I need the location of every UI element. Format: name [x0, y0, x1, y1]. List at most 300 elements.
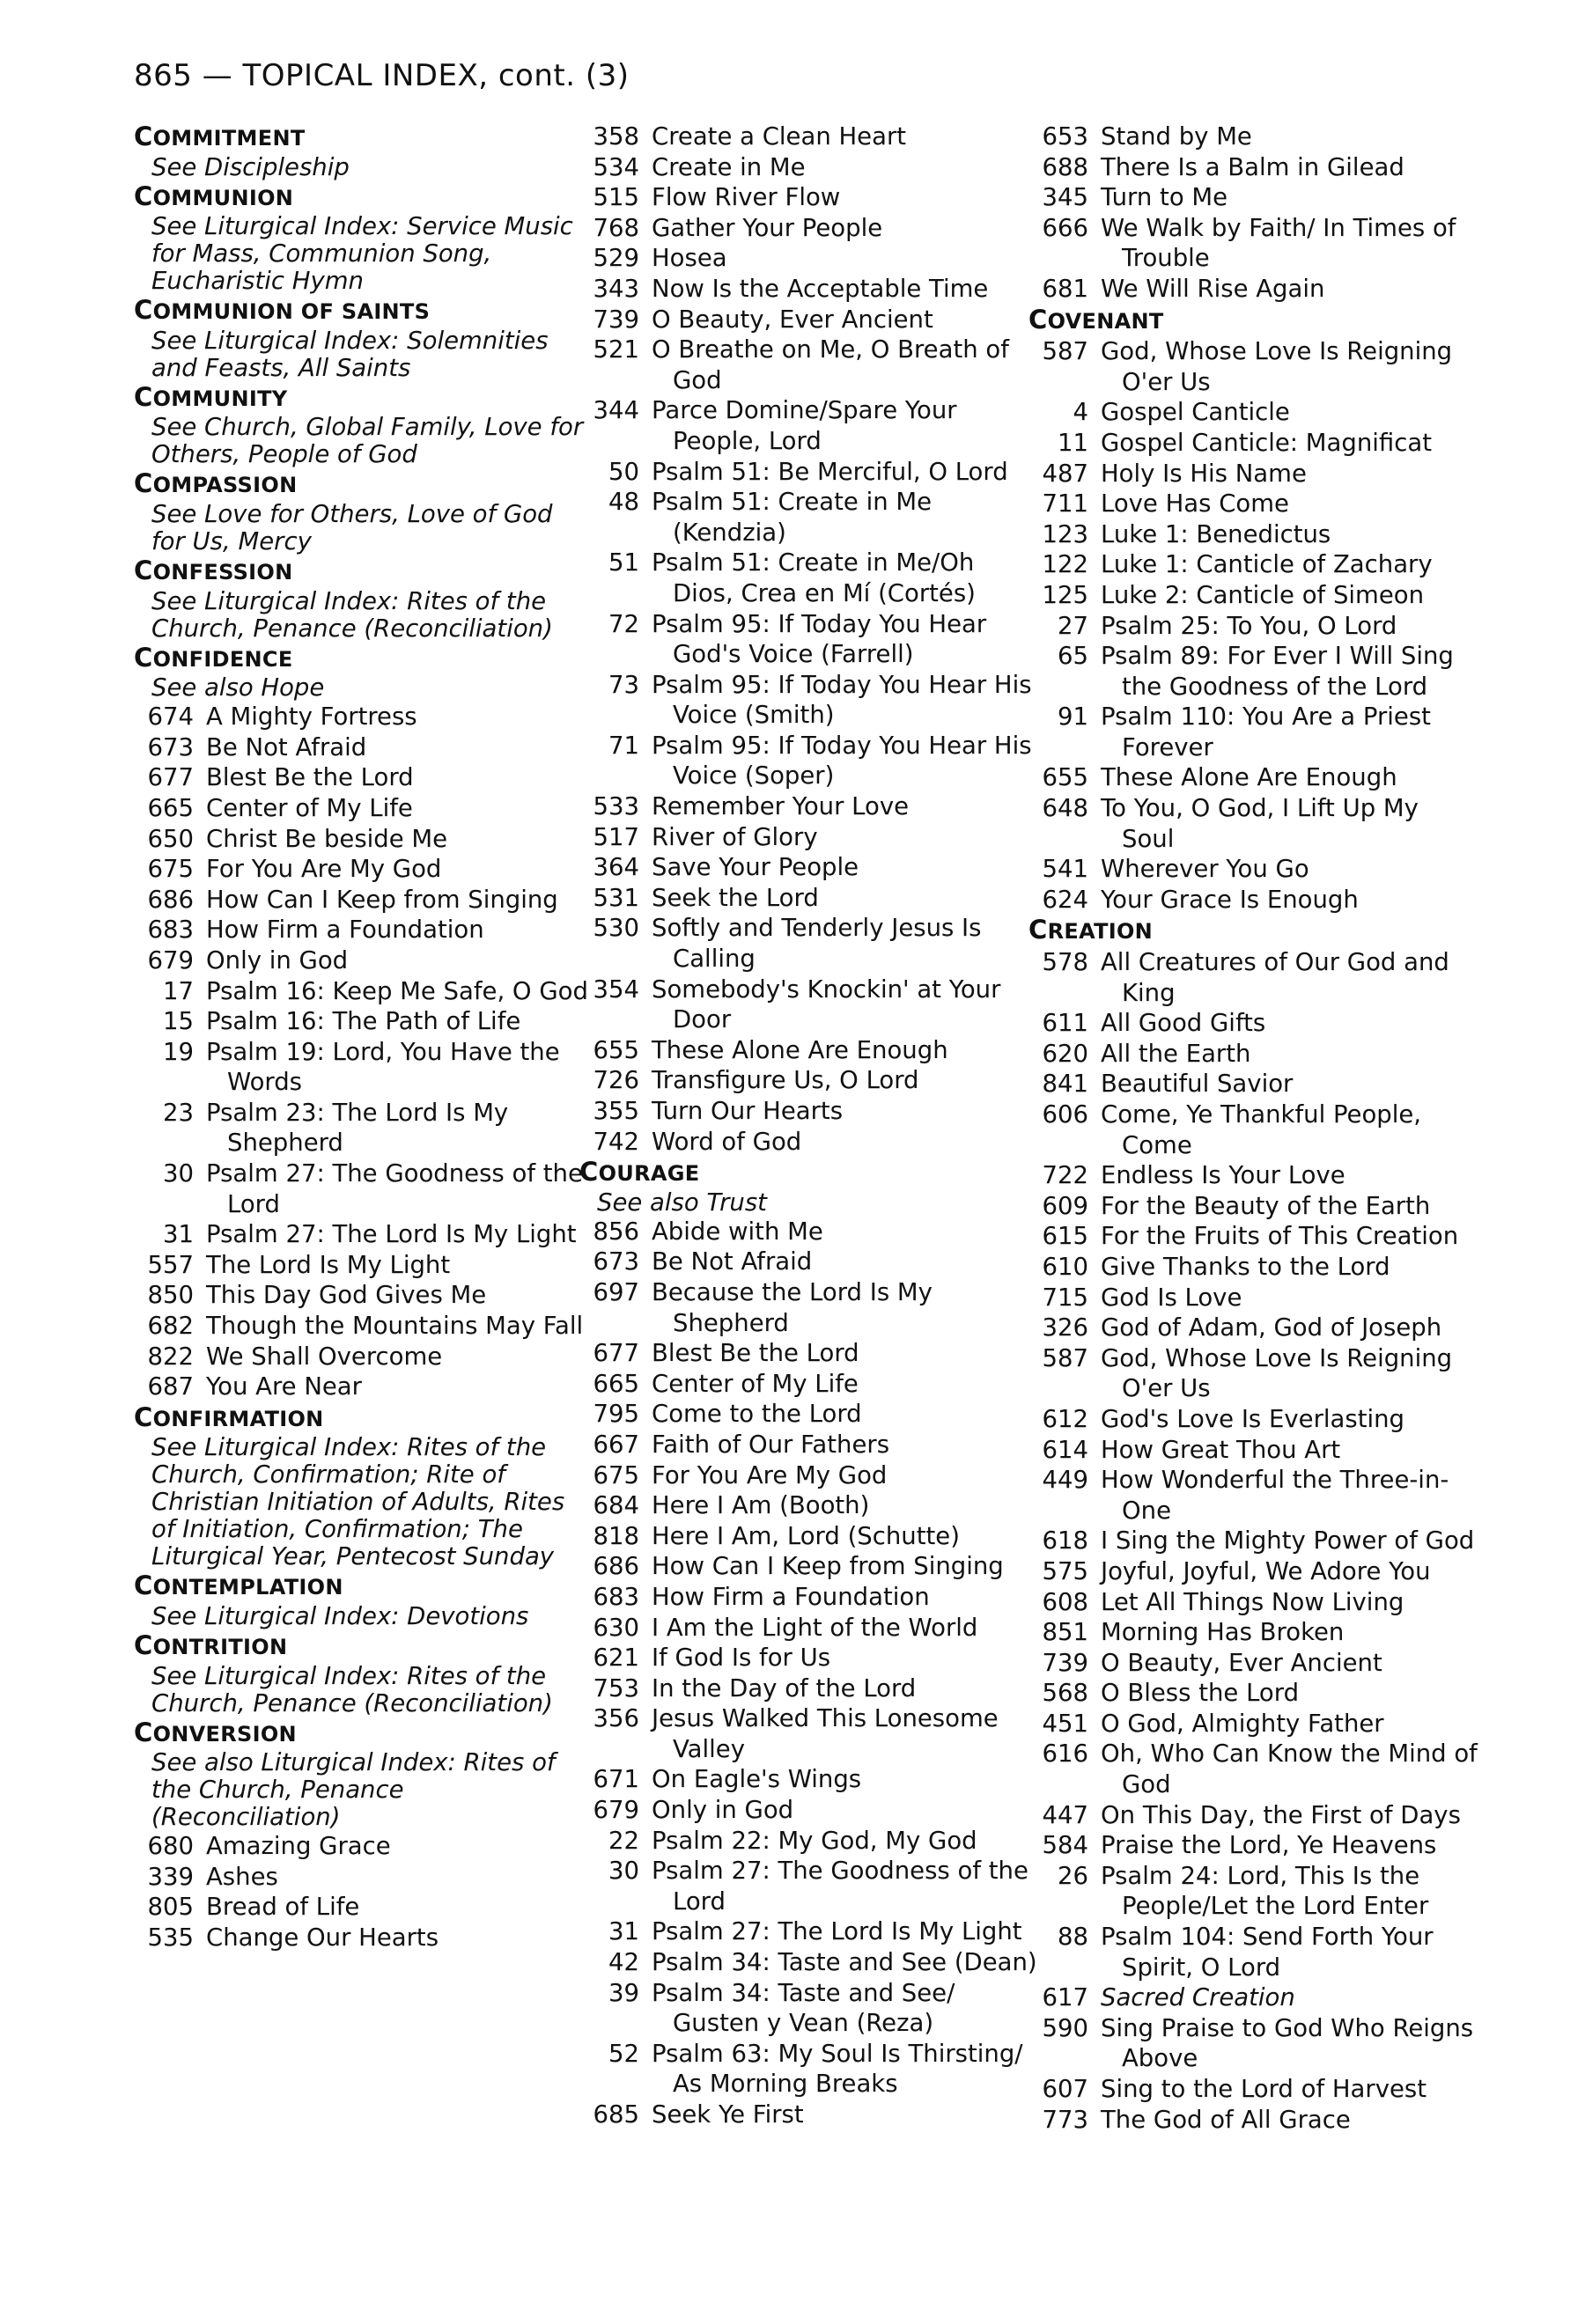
hymn-number: 655	[593, 1035, 639, 1064]
index-entry	[134, 1006, 592, 1037]
hymn-number: 575	[1042, 1556, 1088, 1585]
topic-heading: COVENANT	[1028, 304, 1164, 335]
hymn-number: 677	[593, 1339, 639, 1368]
hymn-number: 17	[163, 976, 194, 1005]
index-entry	[579, 1369, 1037, 1400]
index-entry	[579, 548, 1037, 608]
hymn-title: For the Beauty of the Earth	[1101, 1191, 1431, 1220]
hymn-title: Psalm 25: To You, O Lord	[1101, 611, 1397, 640]
cross-reference: See Liturgical Index: Rites of the Church, Confirmation; Rite of Christian Initiation of Adults, Rites of Initiation, Confirmation; The Liturgical Year, Pentecost Sunday	[151, 1433, 565, 1571]
hymn-number: 42	[608, 1948, 639, 1977]
hymn-title: We Shall Overcome	[206, 1342, 443, 1371]
hymn-number: 671	[593, 1765, 639, 1794]
topic-heading: COURAGE	[579, 1157, 700, 1188]
hymn-title: Be Not Afraid	[206, 732, 367, 761]
hymn-title: Psalm 95: If Today You Hear His Voice (Smith)	[652, 670, 1032, 730]
hymn-number: 451	[1042, 1709, 1088, 1738]
hymn-title: Remember Your Love	[652, 792, 910, 821]
hymn-number: 648	[1042, 794, 1088, 823]
hymn-number: 667	[593, 1430, 639, 1459]
hymn-title: These Alone Are Enough	[652, 1035, 948, 1064]
index-entry	[1028, 1709, 1478, 1739]
hymn-number: 655	[1042, 763, 1088, 792]
hymn-title: Joyful, Joyful, We Adore You	[1101, 1556, 1431, 1585]
hymn-title: Psalm 23: The Lord Is My Shepherd	[206, 1098, 509, 1158]
hymn-title: We Walk by Faith/ In Times of Trouble	[1101, 213, 1456, 273]
index-entry	[134, 1372, 592, 1402]
hymn-number: 681	[1042, 274, 1088, 303]
index-entry	[579, 1338, 1037, 1369]
hymn-title: We Will Rise Again	[1101, 274, 1325, 303]
hymn-number: 665	[147, 793, 194, 822]
hymn-number: 715	[1042, 1283, 1088, 1312]
hymn-number: 620	[1042, 1039, 1088, 1068]
index-entry	[134, 1342, 592, 1372]
hymn-title: Seek Ye First	[652, 2100, 804, 2129]
hymn-title: If God Is for Us	[652, 1644, 831, 1673]
hymn-number: 52	[608, 2039, 639, 2068]
hymn-title: Gospel Canticle: Magnificat	[1101, 428, 1432, 457]
hymn-title: God, Whose Love Is Reigning O'er Us	[1101, 1343, 1453, 1403]
cross-reference: See Church, Global Family, Love for Others, People of God	[151, 413, 584, 469]
hymn-number: 616	[1042, 1739, 1088, 1769]
hymn-number: 4	[1073, 398, 1088, 427]
index-entry	[579, 1551, 1037, 1582]
hymn-title: Psalm 19: Lord, You Have the Words	[206, 1037, 560, 1097]
hymn-number: 326	[1042, 1313, 1088, 1342]
hymn-title: On This Day, the First of Days	[1101, 1800, 1461, 1829]
hymn-number: 722	[1042, 1161, 1088, 1190]
index-entry	[579, 1826, 1037, 1857]
hymn-number: 673	[593, 1247, 639, 1276]
hymn-number: 51	[608, 548, 639, 577]
index-entry	[1028, 611, 1478, 642]
hymn-title: God of Adam, God of Joseph	[1101, 1313, 1442, 1342]
hymn-number: 753	[593, 1673, 639, 1703]
index-entry	[134, 1862, 592, 1893]
index-entry	[579, 1127, 1037, 1158]
hymn-title: Psalm 34: Taste and See (Dean)	[652, 1948, 1037, 1977]
index-entry	[579, 243, 1037, 274]
hymn-title: Beautiful Savior	[1101, 1070, 1294, 1099]
hymn-number: 682	[147, 1312, 194, 1341]
hymn-title: Psalm 51: Create in Me (Kendzia)	[652, 488, 933, 547]
hymn-number: 517	[593, 822, 639, 851]
hymn-number: 686	[147, 885, 194, 914]
hymn-number: 590	[1042, 2013, 1088, 2042]
index-entry	[579, 852, 1037, 883]
hymn-title: Gospel Canticle	[1101, 398, 1290, 427]
hymn-number: 31	[163, 1220, 194, 1249]
hymn-number: 822	[147, 1342, 194, 1371]
hymn-title: Here I Am (Booth)	[652, 1491, 870, 1520]
index-entry	[134, 1280, 592, 1311]
index-entry	[579, 1521, 1037, 1552]
index-entry	[579, 152, 1037, 183]
cross-reference: See Love for Others, Love of God for Us, Mercy	[151, 499, 553, 555]
hymn-title: Sing to the Lord of Harvest	[1101, 2075, 1427, 2103]
index-entry	[1028, 641, 1478, 702]
hymn-number: 364	[593, 853, 639, 882]
cross-reference: See Liturgical Index: Service Music for Mass, Communion Song, Eucharistic Hymn	[151, 212, 573, 296]
hymn-title: Luke 1: Benedictus	[1101, 519, 1331, 548]
hymn-title: Luke 2: Canticle of Simeon	[1101, 580, 1425, 609]
index-entry	[1028, 1191, 1478, 1222]
index-entry	[1028, 1283, 1478, 1313]
hymn-title: Ashes	[206, 1862, 278, 1891]
hymn-title: For You Are My God	[206, 855, 442, 884]
hymn-title: Psalm 27: The Goodness of the Lord	[652, 1857, 1028, 1916]
hymn-number: 841	[1042, 1070, 1088, 1099]
hymn-title: Amazing Grace	[206, 1832, 391, 1861]
hymn-title: Change Our Hearts	[206, 1923, 439, 1952]
hymn-title: Psalm 95: If Today You Hear God's Voice (Farrell)	[652, 609, 987, 669]
index-entry	[134, 1037, 592, 1098]
cross-reference: See Liturgical Index: Rites of the Church, Penance (Reconciliation)	[151, 586, 553, 643]
hymn-title: God, Whose Love Is Reigning O'er Us	[1101, 337, 1453, 396]
index-entry	[579, 335, 1037, 395]
hymn-title: How Firm a Foundation	[206, 916, 484, 945]
index-entry	[1028, 1861, 1478, 1922]
hymn-number: 122	[1042, 550, 1088, 579]
hymn-number: 856	[593, 1217, 639, 1246]
cross-reference: See Liturgical Index: Devotions	[151, 1602, 529, 1630]
hymn-title: Psalm 27: The Lord Is My Light	[652, 1917, 1022, 1946]
hymn-number: 26	[1058, 1861, 1088, 1890]
hymn-title: Your Grace Is Enough	[1101, 885, 1359, 914]
hymn-number: 449	[1042, 1466, 1088, 1495]
hymn-title: God Is Love	[1101, 1283, 1242, 1312]
hymn-number: 530	[593, 914, 639, 943]
hymn-number: 684	[593, 1491, 639, 1520]
index-entry	[134, 1831, 592, 1862]
index-entry	[579, 1247, 1037, 1277]
index-entry	[579, 487, 1037, 548]
hymn-title: Though the Mountains May Fall	[206, 1312, 584, 1341]
index-entry	[1028, 489, 1478, 519]
hymn-title: Turn to Me	[1101, 183, 1228, 212]
hymn-title: Come to the Lord	[652, 1400, 862, 1429]
hymn-title: Give Thanks to the Lord	[1101, 1252, 1390, 1281]
index-entry	[1028, 1922, 1478, 1982]
topic-heading: COMMITMENT	[134, 121, 306, 151]
hymn-title: Psalm 16: The Path of Life	[206, 1007, 521, 1036]
topic-heading: COMMUNITY	[134, 381, 288, 412]
hymn-title: O Bless the Lord	[1101, 1679, 1300, 1708]
index-entry	[579, 121, 1037, 152]
hymn-title: Create a Clean Heart	[652, 122, 907, 151]
hymn-title: Faith of Our Fathers	[652, 1430, 890, 1459]
hymn-number: 711	[1042, 489, 1088, 518]
hymn-number: 677	[147, 763, 194, 792]
index-entry	[579, 791, 1037, 822]
hymn-number: 739	[593, 305, 639, 334]
hymn-number: 73	[608, 670, 639, 699]
index-entry	[579, 1703, 1037, 1764]
hymn-title: Psalm 51: Create in Me/Oh Dios, Crea en Mí (Cortés)	[652, 548, 976, 607]
hymn-number: 19	[163, 1037, 194, 1066]
hymn-title: Save Your People	[652, 853, 859, 882]
index-entry	[1028, 947, 1478, 1008]
hymn-number: 358	[593, 122, 639, 151]
hymn-number: 568	[1042, 1679, 1088, 1708]
index-entry	[1028, 1039, 1478, 1070]
hymn-title: The Lord Is My Light	[206, 1250, 451, 1279]
index-entry	[134, 762, 592, 793]
hymn-number: 50	[608, 457, 639, 486]
hymn-number: 673	[147, 732, 194, 761]
hymn-number: 343	[593, 274, 639, 303]
hymn-title: Psalm 24: Lord, This Is the People/Let the Lord Enter	[1101, 1861, 1429, 1921]
hymn-title: Because the Lord Is My Shepherd	[652, 1277, 933, 1337]
index-entry	[579, 822, 1037, 853]
hymn-number: 674	[147, 702, 194, 732]
hymn-number: 697	[593, 1277, 639, 1306]
hymn-number: 533	[593, 792, 639, 821]
index-entry	[134, 1892, 592, 1923]
hymn-number: 529	[593, 244, 639, 273]
index-entry	[1028, 549, 1478, 580]
index-entry	[134, 885, 592, 916]
cross-reference: See Discipleship	[151, 152, 350, 181]
hymn-number: 123	[1042, 519, 1088, 548]
topic-heading: CONFIRMATION	[134, 1401, 324, 1432]
hymn-number: 535	[147, 1923, 194, 1952]
index-entry	[134, 1098, 592, 1158]
index-entry	[1028, 1343, 1478, 1404]
hymn-number: 665	[593, 1369, 639, 1398]
hymn-number: 742	[593, 1127, 639, 1156]
index-entry	[1028, 1617, 1478, 1648]
hymn-title: Hosea	[652, 244, 727, 273]
hymn-number: 614	[1042, 1435, 1088, 1464]
hymn-title: O Breathe on Me, O Breath of God	[652, 335, 1009, 394]
hymn-number: 587	[1042, 337, 1088, 366]
hymn-title: Christ Be beside Me	[206, 824, 448, 853]
index-entry	[579, 670, 1037, 731]
hymn-number: 621	[593, 1644, 639, 1673]
hymn-title: Love Has Come	[1101, 489, 1289, 518]
index-entry	[579, 974, 1037, 1035]
topic-heading: CONFIDENCE	[134, 642, 293, 673]
hymn-title: Center of My Life	[652, 1369, 859, 1398]
index-entry	[134, 1158, 592, 1219]
index-entry	[1028, 854, 1478, 885]
hymn-number: 607	[1042, 2075, 1088, 2103]
index-entry	[1028, 1008, 1478, 1039]
hymn-number: 850	[147, 1281, 194, 1310]
hymn-title: Psalm 34: Taste and See/ Gusten y Vean (Reza)	[652, 1978, 955, 2038]
hymn-title: For the Fruits of This Creation	[1101, 1222, 1459, 1251]
hymn-title: Turn Our Hearts	[652, 1097, 844, 1125]
hymn-title: Somebody's Knockin' at Your Door	[652, 974, 1001, 1034]
page-header: 865 — TOPICAL INDEX, cont. (3)	[134, 58, 630, 93]
hymn-number: 541	[1042, 855, 1088, 884]
hymn-number: 88	[1058, 1923, 1088, 1952]
index-entry	[1028, 121, 1478, 152]
hymn-title: O Beauty, Ever Ancient	[1101, 1648, 1382, 1677]
index-entry	[1028, 1435, 1478, 1466]
index-entry	[134, 824, 592, 855]
hymn-title: To You, O God, I Lift Up My Soul	[1101, 794, 1419, 853]
hymn-number: 675	[593, 1460, 639, 1489]
cross-reference: See Liturgical Index: Solemnities and Feasts, All Saints	[151, 326, 549, 382]
index-entry	[1028, 1648, 1478, 1679]
index-entry	[134, 732, 592, 763]
hymn-title: These Alone Are Enough	[1101, 763, 1397, 792]
hymn-title: I Sing the Mighty Power of God	[1101, 1526, 1475, 1555]
hymn-number: 65	[1058, 642, 1088, 671]
hymn-number: 675	[147, 855, 194, 884]
index-entry	[1028, 1221, 1478, 1252]
topic-heading: COMPASSION	[134, 468, 298, 499]
index-entry	[579, 1947, 1037, 1978]
hymn-title: Blest Be the Lord	[652, 1339, 859, 1368]
index-entry	[579, 1399, 1037, 1430]
index-entry	[134, 976, 592, 1007]
hymn-number: 606	[1042, 1100, 1088, 1129]
topic-heading: COMMUNION OF SAINTS	[134, 295, 431, 326]
hymn-number: 39	[608, 1978, 639, 2007]
topic-heading: COMMUNION	[134, 180, 294, 211]
topic-heading: CONVERSION	[134, 1717, 297, 1747]
hymn-title: Psalm 63: My Soul Is Thirsting/ As Morning Breaks	[652, 2039, 1023, 2099]
hymn-number: 683	[593, 1582, 639, 1611]
hymn-number: 11	[1058, 428, 1088, 457]
hymn-title: Let All Things Now Living	[1101, 1587, 1404, 1616]
index-column-1	[134, 121, 592, 1953]
hymn-title: Psalm 27: The Goodness of the Lord	[206, 1159, 583, 1218]
hymn-number: 515	[593, 183, 639, 212]
hymn-title: How Can I Keep from Singing	[206, 885, 558, 914]
index-entry	[134, 793, 592, 824]
index-entry	[134, 702, 592, 732]
hymn-title: Flow River Flow	[652, 183, 841, 212]
hymn-title: God's Love Is Everlasting	[1101, 1404, 1404, 1433]
hymn-number: 344	[593, 396, 639, 425]
hymn-number: 30	[163, 1159, 194, 1188]
hymn-title: Psalm 104: Send Forth Your Spirit, O Lord	[1101, 1923, 1434, 1982]
index-entry	[1028, 793, 1478, 854]
index-entry	[579, 1582, 1037, 1613]
index-entry	[1028, 1099, 1478, 1160]
hymn-title: Jesus Walked This Lonesome Valley	[652, 1704, 999, 1763]
index-entry	[1028, 1404, 1478, 1435]
index-entry	[579, 213, 1037, 244]
hymn-number: 650	[147, 824, 194, 853]
index-entry	[579, 731, 1037, 791]
index-entry	[579, 1643, 1037, 1673]
hymn-title: I Am the Light of the World	[652, 1613, 978, 1642]
index-entry	[579, 609, 1037, 670]
hymn-title: Psalm 22: My God, My God	[652, 1826, 977, 1855]
hymn-title: Now Is the Acceptable Time	[652, 274, 989, 303]
hymn-number: 768	[593, 213, 639, 242]
hymn-number: 608	[1042, 1587, 1088, 1616]
index-entry	[579, 1035, 1037, 1066]
index-entry	[579, 1460, 1037, 1491]
hymn-title: How Wonderful the Three-in-One	[1101, 1466, 1449, 1525]
hymn-title: Blest Be the Lord	[206, 763, 414, 792]
cross-reference: See also Hope	[151, 673, 325, 702]
hymn-title: Here I Am, Lord (Schutte)	[652, 1521, 960, 1550]
hymn-title: Psalm 89: For Ever I Will Sing the Goodness of the Lord	[1101, 642, 1454, 701]
hymn-number: 356	[593, 1704, 639, 1733]
index-column-2	[579, 121, 1037, 2130]
index-entry	[579, 1856, 1037, 1916]
hymn-title: Gather Your People	[652, 213, 883, 242]
hymn-number: 91	[1058, 702, 1088, 732]
hymn-number: 653	[1042, 122, 1088, 151]
hymn-number: 630	[593, 1613, 639, 1642]
hymn-title: Wherever You Go	[1101, 855, 1309, 884]
hymn-number: 680	[147, 1832, 194, 1861]
hymn-number: 615	[1042, 1222, 1088, 1251]
hymn-title: All the Earth	[1101, 1039, 1251, 1068]
hymn-number: 609	[1042, 1191, 1088, 1220]
topic-heading: CONTRITION	[134, 1630, 288, 1660]
index-entry	[134, 945, 592, 976]
index-entry	[1028, 580, 1478, 611]
hymn-title: Seek the Lord	[652, 883, 819, 912]
hymn-number: 679	[147, 945, 194, 974]
hymn-title: Softly and Tenderly Jesus Is Calling	[652, 914, 982, 974]
hymn-number: 447	[1042, 1800, 1088, 1829]
hymn-number: 355	[593, 1097, 639, 1125]
index-entry	[579, 913, 1037, 974]
hymn-number: 611	[1042, 1009, 1088, 1038]
index-entry	[579, 274, 1037, 305]
index-entry	[1028, 459, 1478, 489]
hymn-number: 339	[147, 1862, 194, 1891]
hymn-number: 345	[1042, 183, 1088, 212]
index-entry	[1028, 1160, 1478, 1191]
index-entry	[1028, 213, 1478, 274]
index-entry	[1028, 1830, 1478, 1861]
index-entry	[579, 1490, 1037, 1521]
hymn-number: 818	[593, 1521, 639, 1550]
index-entry	[134, 1219, 592, 1250]
index-entry	[1028, 519, 1478, 550]
index-entry	[134, 1923, 592, 1953]
hymn-title: Parce Domine/Spare Your People, Lord	[652, 396, 957, 455]
cross-reference: See Liturgical Index: Rites of the Church, Penance (Reconciliation)	[151, 1661, 553, 1717]
index-entry	[579, 1673, 1037, 1704]
topic-heading: CREATION	[1028, 915, 1154, 945]
hymn-title: Endless Is Your Love	[1101, 1161, 1345, 1190]
hymn-number: 688	[1042, 152, 1088, 181]
index-entry	[579, 1916, 1037, 1947]
hymn-title: Psalm 27: The Lord Is My Light	[206, 1220, 577, 1249]
hymn-number: 15	[163, 1007, 194, 1036]
hymn-title: Only in God	[206, 945, 349, 974]
hymn-title: Psalm 51: Be Merciful, O Lord	[652, 457, 1008, 486]
index-entry	[1028, 1739, 1478, 1799]
hymn-number: 30	[608, 1857, 639, 1886]
index-entry	[579, 457, 1037, 488]
hymn-title: In the Day of the Lord	[652, 1673, 917, 1703]
hymn-title: How Can I Keep from Singing	[652, 1552, 1004, 1581]
hymn-number: 679	[593, 1796, 639, 1825]
index-entry	[579, 1978, 1037, 2039]
index-entry	[1028, 1313, 1478, 1343]
hymn-title: Be Not Afraid	[652, 1247, 813, 1276]
hymn-number: 31	[608, 1917, 639, 1946]
index-entry	[579, 2039, 1037, 2100]
index-entry	[1028, 1465, 1478, 1526]
index-column-3	[1028, 121, 1478, 2135]
hymn-title: Oh, Who Can Know the Mind of God	[1101, 1739, 1478, 1799]
